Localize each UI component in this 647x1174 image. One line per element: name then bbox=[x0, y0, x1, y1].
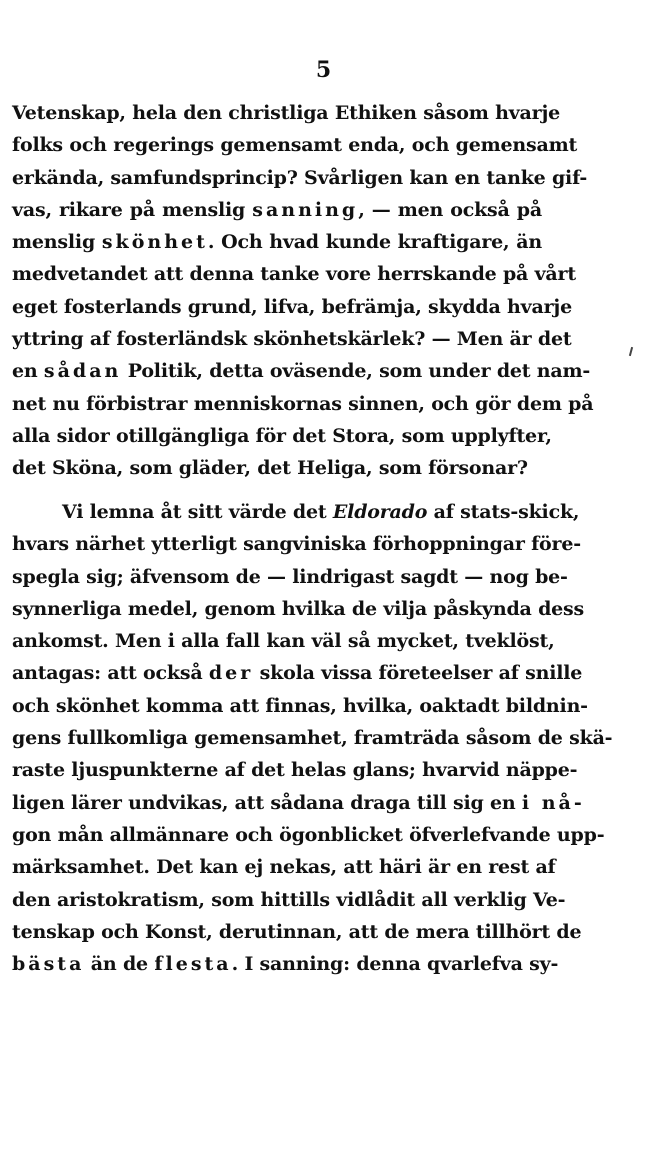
emphasis-spaced: flesta bbox=[154, 953, 232, 976]
text-line: den aristokratism, som hittills vidlådit all verklig Ve- bbox=[12, 888, 566, 911]
text-line: ankomst. Men i alla fall kan väl så mycket, tveklöst, bbox=[12, 630, 555, 653]
text-line: menslig skönhet. Och hvad kunde kraftigare, än bbox=[12, 231, 542, 254]
text-line: antagas: att också der skola vissa företeelser af snille bbox=[12, 662, 583, 685]
text-line: yttring af fosterländsk skönhetskärlek? — Men är det bbox=[12, 328, 572, 351]
text-line: tenskap och Konst, derutinnan, att de mera tillhört de bbox=[12, 920, 582, 943]
paragraph-1 bbox=[12, 97, 594, 485]
emphasis-spaced: der bbox=[208, 662, 254, 685]
text-line: gon mån allmännare och ögonblicket öfverlefvande upp- bbox=[12, 823, 605, 846]
text-line: bästa än de flesta. I sanning: denna qvarlefva sy- bbox=[12, 953, 559, 976]
text-line: eget fosterlands grund, lifva, befrämja, skydda hvarje bbox=[12, 295, 572, 318]
text-line: ligen lärer undvikas, att sådana draga till sig en i nå- bbox=[12, 791, 585, 814]
text-line: erkända, samfundsprincip? Svårligen kan en tanke gif- bbox=[12, 166, 588, 189]
text-line: net nu förbistrar menniskornas sinnen, och gör dem på bbox=[12, 392, 594, 415]
text-line: hvars närhet ytterligt sangviniska förhoppningar före- bbox=[12, 533, 581, 556]
text-line: märksamhet. Det kan ej nekas, att häri är en rest af bbox=[12, 856, 556, 879]
text-line: vas, rikare på menslig sanning, — men också på bbox=[12, 198, 542, 221]
text-line: gens fullkomliga gemensamhet, framträda såsom de skä- bbox=[12, 727, 613, 750]
text-line: raste ljuspunkterne af det helas glans; hvarvid näppe- bbox=[12, 759, 578, 782]
page-number: 5 bbox=[315, 57, 332, 83]
emphasis-spaced: i nå- bbox=[521, 791, 585, 814]
text-line: synnerliga medel, genom hvilka de vilja påskynda dess bbox=[12, 597, 585, 620]
text-line: och skönhet komma att finnas, hvilka, oaktadt bildnin- bbox=[12, 694, 588, 717]
emphasis-spaced: sanning bbox=[252, 198, 359, 221]
text-line: Vi lemna åt sitt värde det Eldorado af stats-skick, bbox=[62, 501, 580, 523]
text-line: alla sidor otillgängliga för det Stora, som upplyfter, bbox=[12, 424, 552, 447]
text-line: en sådan Politik, detta oväsende, som under det nam- bbox=[12, 360, 591, 383]
margin-mark bbox=[629, 347, 633, 356]
paragraph-2 bbox=[12, 496, 613, 980]
emphasis-italic: Eldorado bbox=[332, 501, 428, 523]
text-line: folks och regerings gemensamt enda, och gemensamt bbox=[12, 134, 578, 157]
text-line: det Sköna, som gläder, det Heliga, som försonar? bbox=[12, 457, 528, 480]
emphasis-spaced: skönhet bbox=[101, 231, 208, 254]
text-line: Vetenskap, hela den christliga Ethiken såsom hvarje bbox=[12, 102, 561, 124]
text-line: medvetandet att denna tanke vore herrskande på vårt bbox=[12, 263, 576, 286]
emphasis-spaced: sådan bbox=[43, 360, 122, 383]
emphasis-spaced: bästa bbox=[12, 953, 85, 976]
text-line: spegla sig; äfvensom de — lindrigast sagdt — nog be- bbox=[12, 565, 568, 588]
